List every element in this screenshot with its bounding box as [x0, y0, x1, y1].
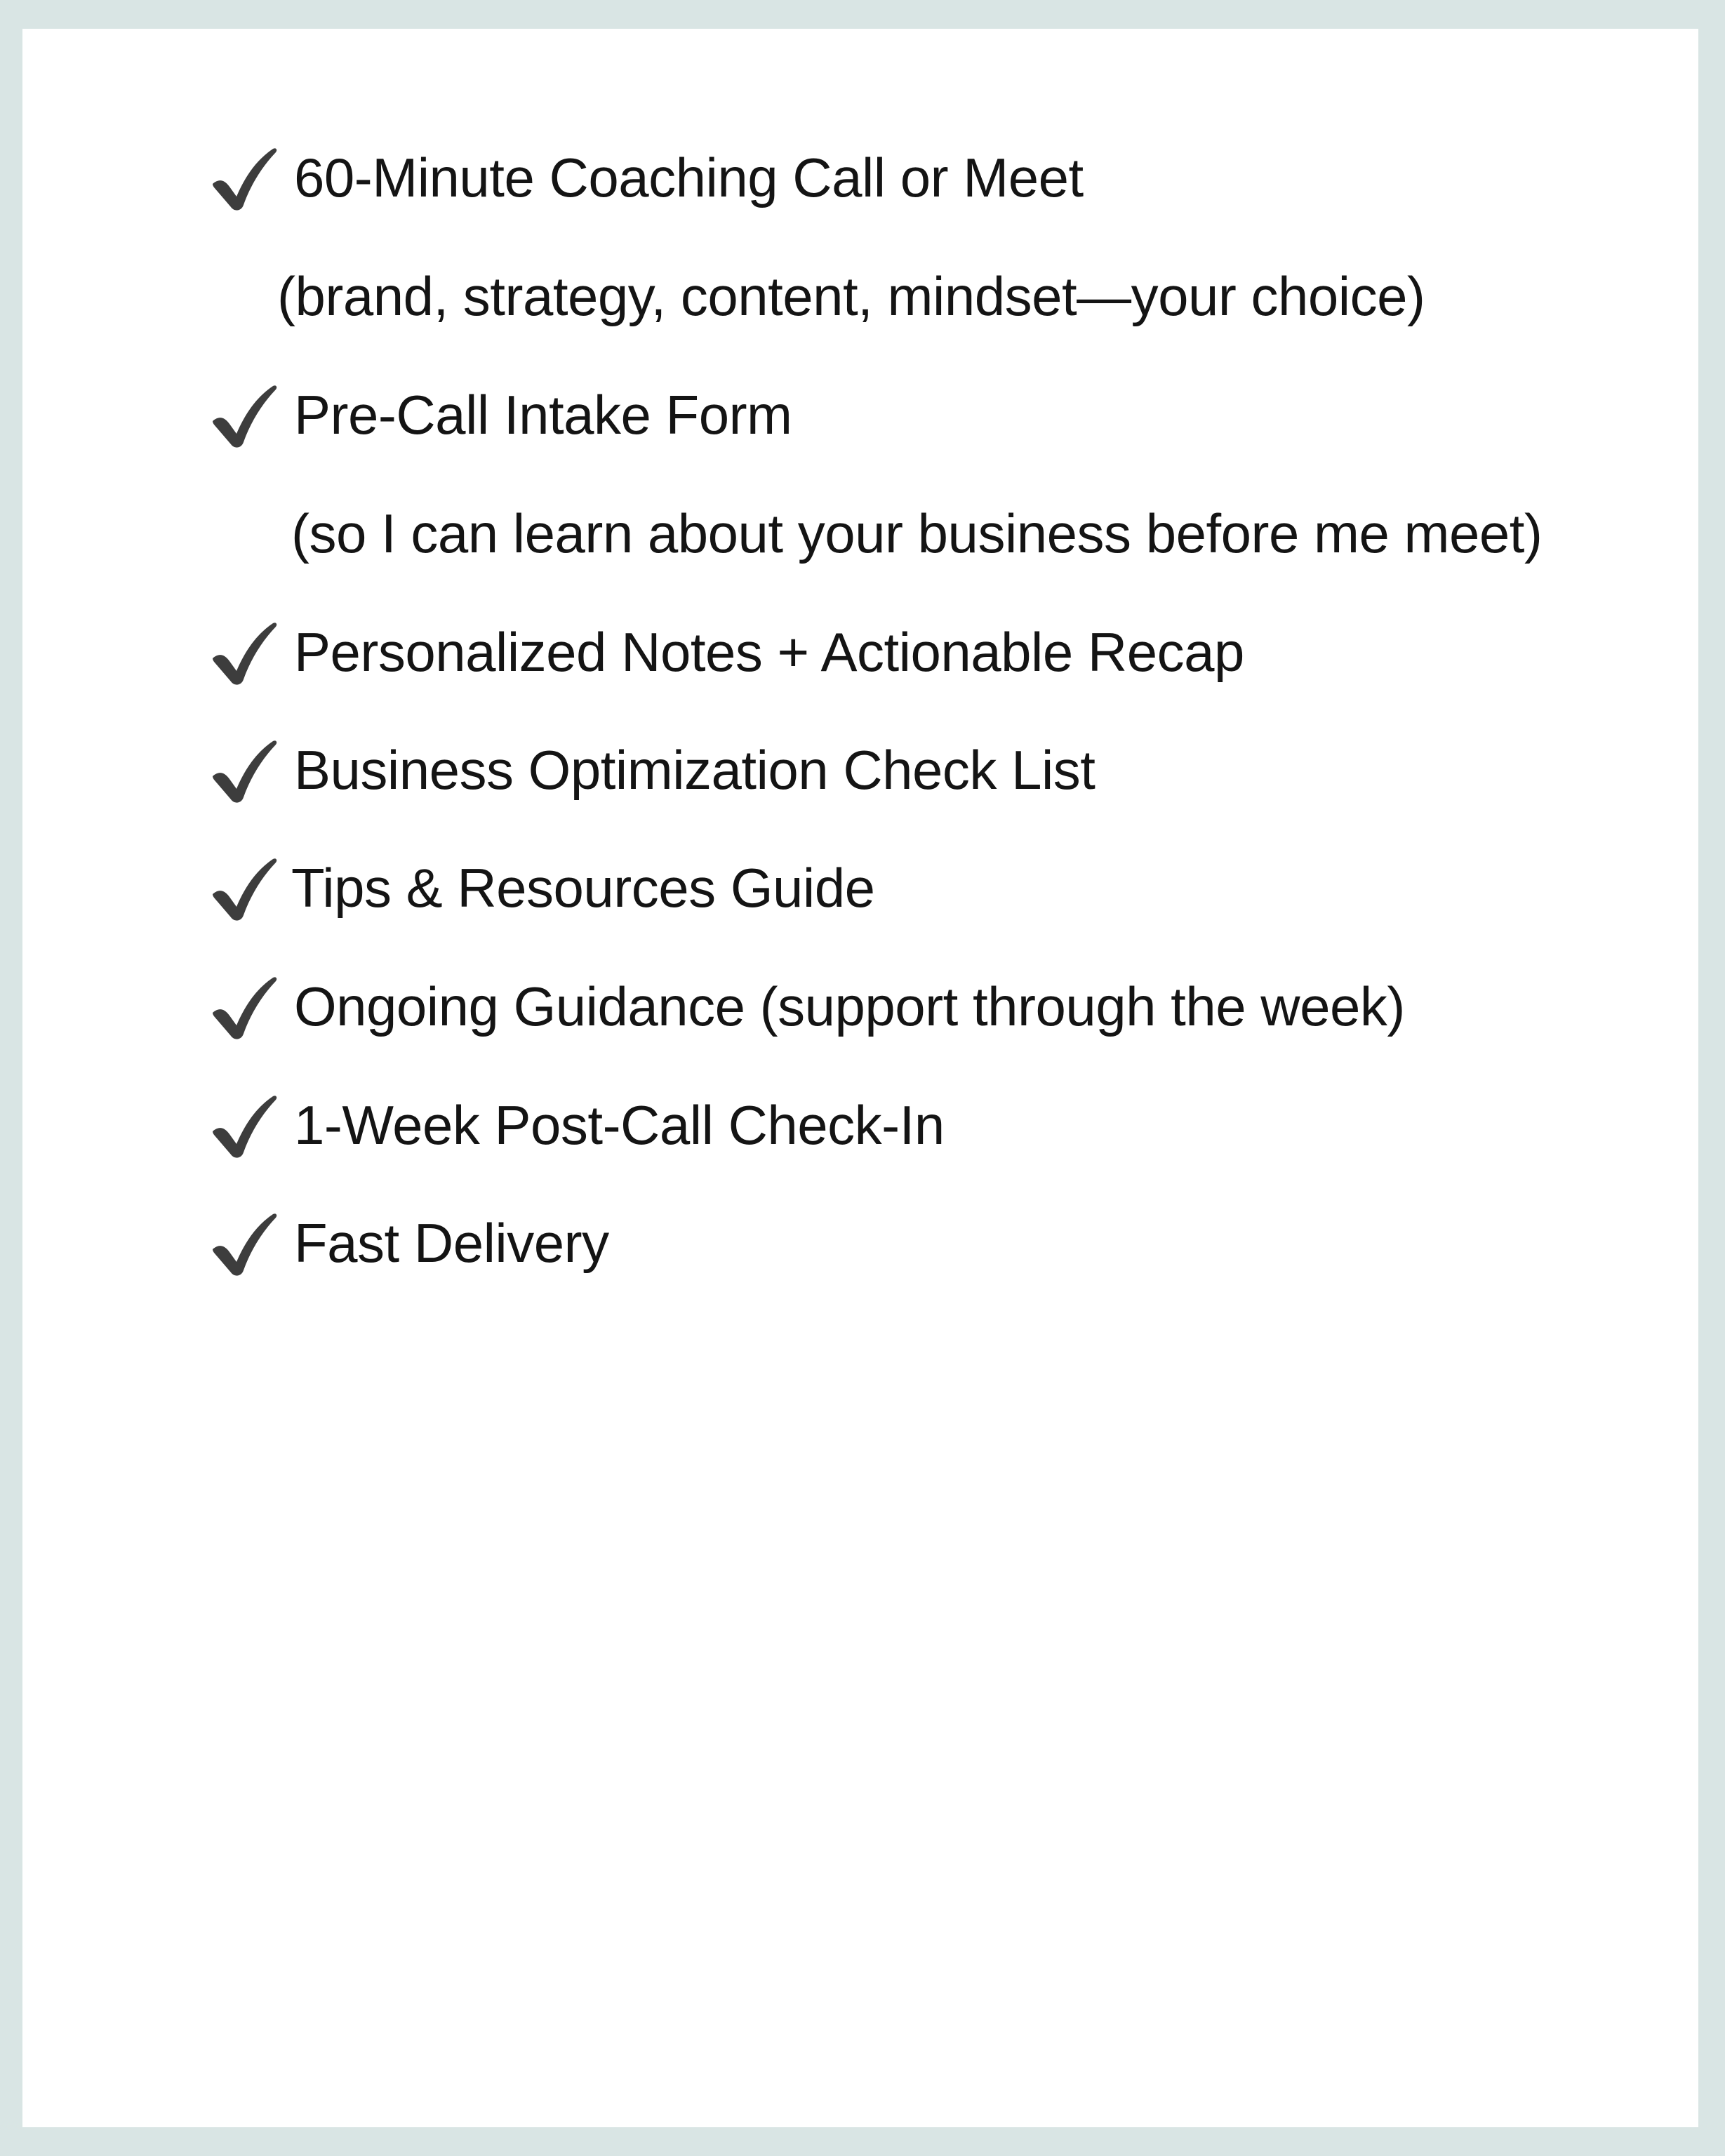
check-mark-icon	[208, 856, 279, 924]
item-label: Ongoing Guidance (support through the week)	[294, 976, 1405, 1037]
check-mark-icon	[208, 146, 279, 213]
item-note: (so I can learn about your business before me meet)	[291, 503, 1543, 564]
check-mark-icon	[208, 383, 279, 451]
item-label: 1-Week Post-Call Check-In	[294, 1094, 945, 1156]
item-label: Pre-Call Intake Form	[294, 384, 792, 446]
check-mark-icon	[208, 738, 279, 806]
item-label: 60-Minute Coaching Call or Meet	[294, 147, 1084, 208]
item-note: (brand, strategy, content, mindset—your choice)	[277, 265, 1425, 327]
check-mark-icon	[208, 620, 279, 688]
item-label: Fast Delivery	[294, 1212, 609, 1274]
item-label: Tips & Resources Guide	[291, 857, 875, 919]
item-label: Personalized Notes + Actionable Recap	[294, 621, 1244, 683]
check-mark-icon	[208, 1093, 279, 1161]
document-sheet	[22, 29, 1698, 2127]
item-label: Business Optimization Check List	[294, 739, 1095, 801]
check-mark-icon	[208, 975, 279, 1042]
check-mark-icon	[208, 1211, 279, 1279]
